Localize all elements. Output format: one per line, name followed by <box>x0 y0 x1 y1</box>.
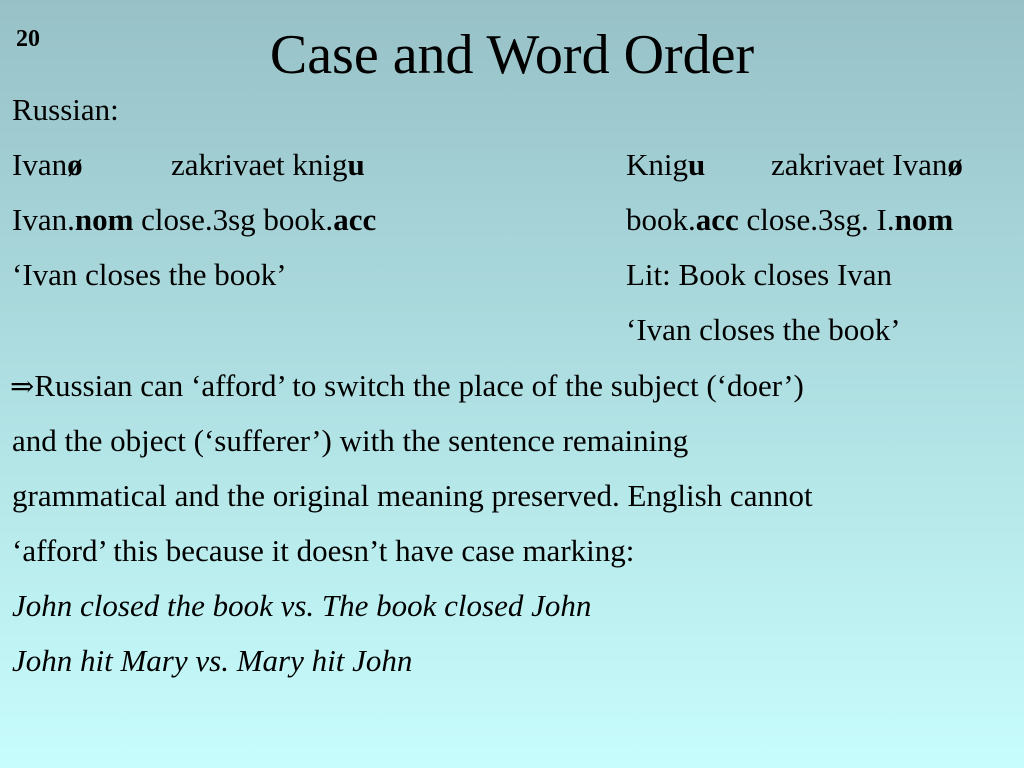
explanation-line-1: ⇒Russian can ‘afford’ to switch the place of the subject (‘doer’) <box>10 368 804 403</box>
explanation-line-4: ‘afford’ this because it doesn’t have case marking: <box>12 533 635 568</box>
right-gloss: book.acc close.3sg. I.nom <box>626 202 954 237</box>
left-russian-words-2: zakrivaet knigu <box>171 147 365 182</box>
right-russian-word-1: Knigu <box>626 147 706 182</box>
left-russian-word-1: Ivanø <box>12 147 83 182</box>
english-example-1: John closed the book vs. The book closed John <box>12 588 592 623</box>
implies-arrow-icon: ⇒ <box>10 371 35 403</box>
right-translation: ‘Ivan closes the book’ <box>626 312 901 347</box>
explanation-line-3: grammatical and the original meaning preserved. English cannot <box>12 478 813 513</box>
english-example-2: John hit Mary vs. Mary hit John <box>12 643 413 678</box>
left-translation: ‘Ivan closes the book’ <box>12 257 287 292</box>
left-gloss: Ivan.nom close.3sg book.acc <box>12 202 377 237</box>
right-russian-words-2: zakrivaet Ivanø <box>771 147 963 182</box>
section-label: Russian: <box>12 92 119 127</box>
explanation-line-2: and the object (‘sufferer’) with the sentence remaining <box>12 423 689 458</box>
right-literal-translation: Lit: Book closes Ivan <box>626 257 893 292</box>
slide-title: Case and Word Order <box>269 24 755 86</box>
slide-number: 20 <box>16 26 40 52</box>
